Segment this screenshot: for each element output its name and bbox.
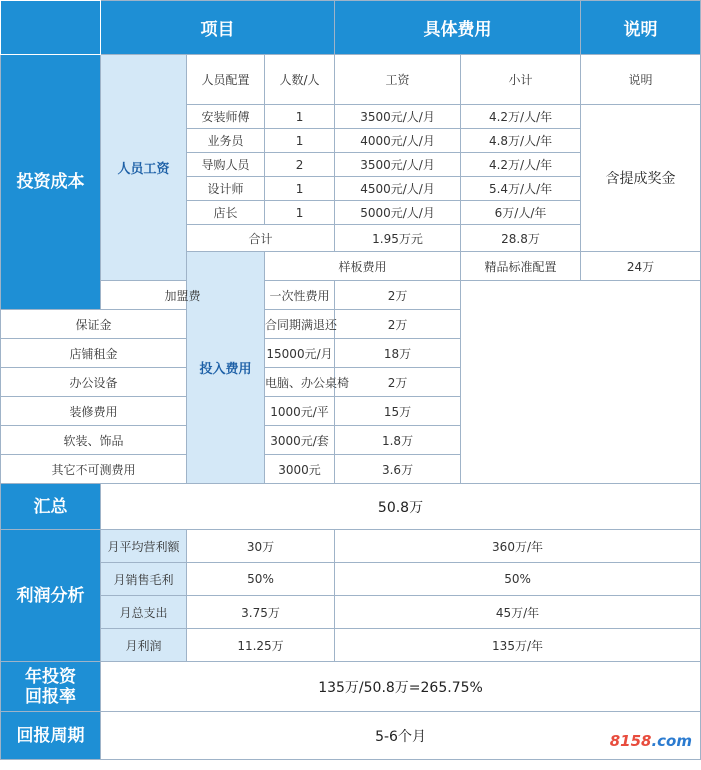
payback-label: 回报周期 (1, 712, 101, 760)
salary-note: 含提成奖金 (581, 105, 701, 252)
payback-row (1, 712, 701, 760)
payback-value: 5-6个月 (101, 712, 701, 760)
roi-label: 年投资回报率 (1, 662, 101, 712)
table-row: 店铺租金 15000元/月 18万 (1, 339, 701, 368)
table-row: 业务员 1 4000元/人/月 4.8万/人/年 (1, 129, 701, 153)
costs-section-label: 投入费用 (187, 252, 265, 484)
watermark-text-b: .com (651, 732, 692, 750)
table-row: 办公设备 电脑、办公桌椅 2万 (1, 368, 701, 397)
col-count: 人数/人 (265, 55, 335, 105)
col-staff: 人员配置 (187, 55, 265, 105)
table-row: 店长 1 5000元/人/月 6万/人/年 (1, 201, 701, 225)
header-item: 项目 (101, 1, 335, 55)
salary-total-salary: 1.95万元 (335, 225, 461, 252)
table-row: 月利润 11.25万 135万/年 (1, 629, 701, 662)
profit-label: 利润分析 (1, 530, 101, 662)
table-row: 软装、饰品 3000元/套 1.8万 (1, 426, 701, 455)
watermark-logo (610, 732, 692, 750)
table-row: 保证金 合同期满退还 2万 (1, 310, 701, 339)
roi-value: 135万/50.8万=265.75% (101, 662, 701, 712)
summary-value: 50.8万 (101, 484, 701, 530)
header-row (1, 1, 701, 55)
header-cost: 具体费用 (335, 1, 581, 55)
salary-section-label: 人员工资 (101, 55, 187, 281)
table-row: 投入费用 样板费用 精品标准配置 24万 (1, 252, 701, 281)
investment-label: 投资成本 (1, 55, 101, 310)
col-salary: 工资 (335, 55, 461, 105)
salary-col-header-row (1, 55, 701, 105)
salary-total-subtotal: 28.8万 (461, 225, 581, 252)
table-row: 利润分析 月平均营利额 30万 360万/年 (1, 530, 701, 563)
table-row: 月总支出 3.75万 45万/年 (1, 596, 701, 629)
salary-total-label: 合计 (187, 225, 335, 252)
table-row: 装修费用 1000元/平 15万 (1, 397, 701, 426)
header-note: 说明 (581, 1, 701, 55)
table-row: 月销售毛利 50% 50% (1, 563, 701, 596)
table-row: 设计师 1 4500元/人/月 5.4万/人/年 (1, 177, 701, 201)
table-row: 加盟费 一次性费用 2万 (1, 281, 701, 310)
watermark-text-a: 8158 (609, 732, 652, 750)
table-row: 安装师傅 1 3500元/人/月 4.2万/人/年 含提成奖金 (1, 105, 701, 129)
summary-row (1, 484, 701, 530)
summary-label: 汇总 (1, 484, 101, 530)
table-row: 导购人员 2 3500元/人/月 4.2万/人/年 (1, 153, 701, 177)
col-subtotal: 小计 (461, 55, 581, 105)
col-note: 说明 (581, 55, 701, 105)
roi-row (1, 662, 701, 712)
table-row: 其它不可测费用 3000元 3.6万 (1, 455, 701, 484)
